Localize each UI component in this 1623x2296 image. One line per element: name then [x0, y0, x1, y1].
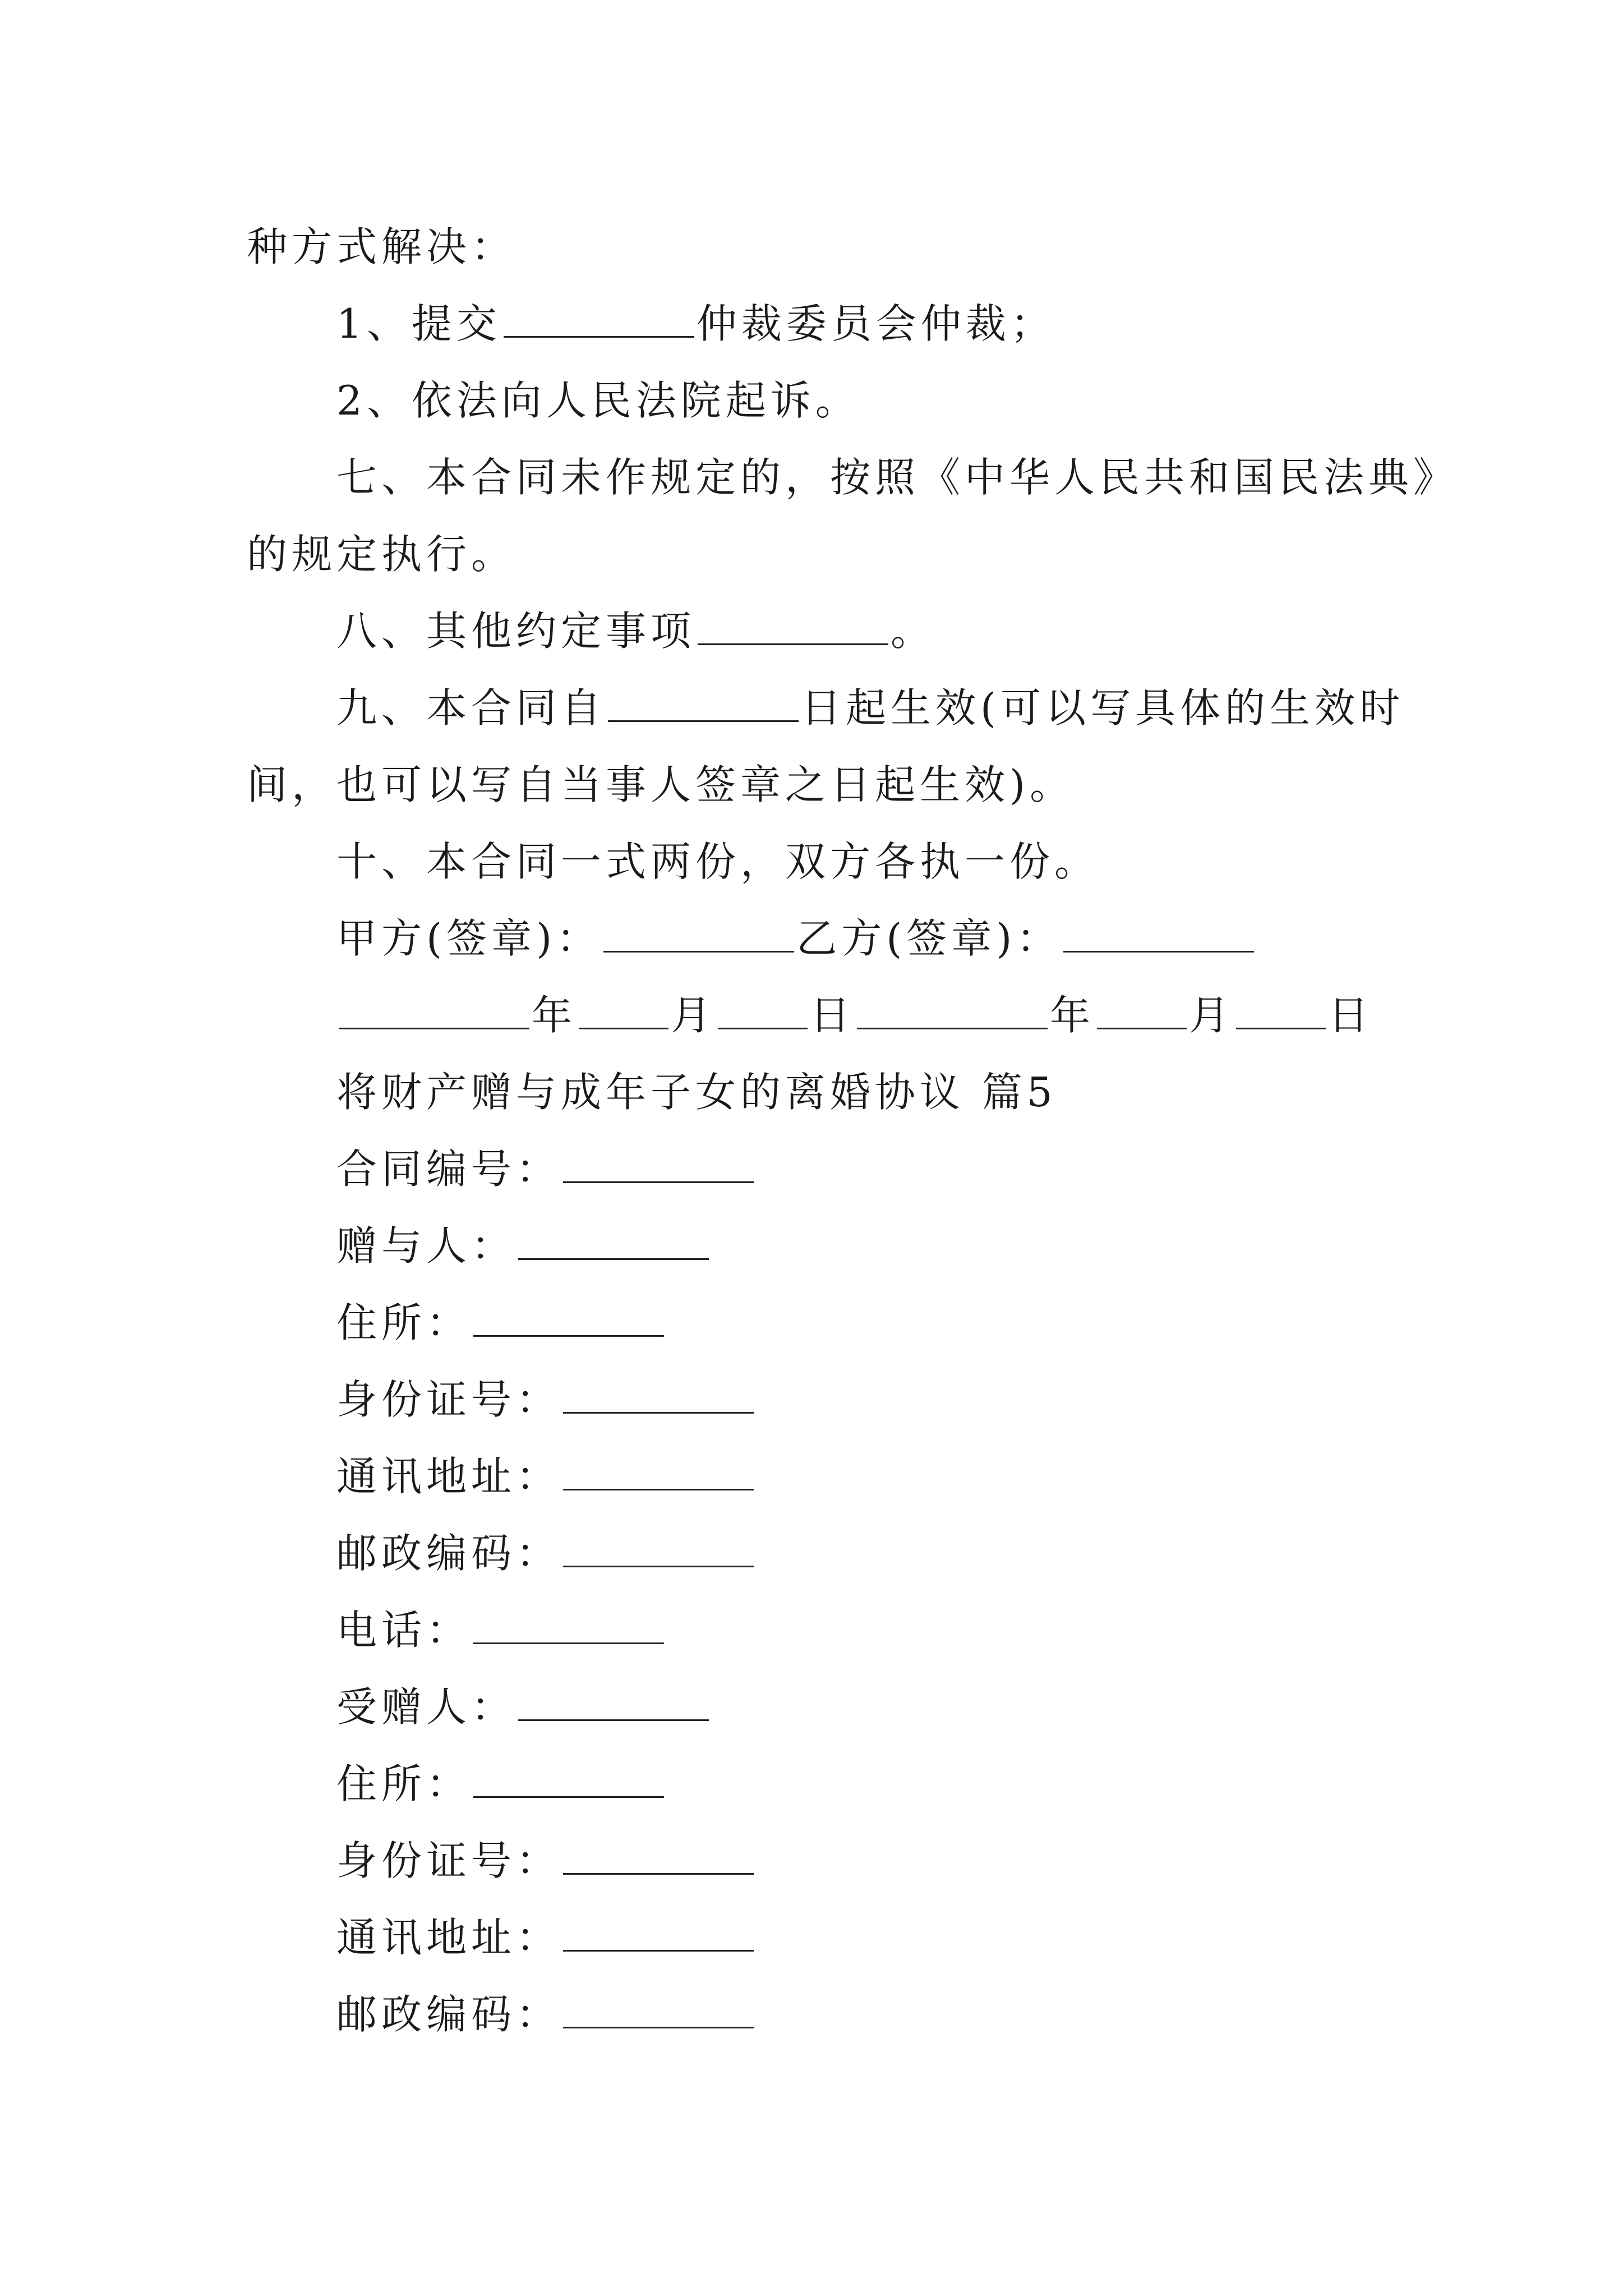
field-line: [336, 1823, 1492, 1899]
line-text: 的规定执行。: [247, 531, 517, 578]
field-blank[interactable]: [563, 1378, 754, 1414]
field-line: [336, 1899, 1492, 1976]
line-text: 种方式解决：: [247, 223, 517, 270]
month-label: 月: [671, 992, 716, 1039]
field-label: 身份证号：: [336, 1376, 561, 1423]
line-text: 2、依法向人民法院起诉。: [336, 377, 860, 424]
field-line: [336, 1208, 1492, 1285]
field-line: [336, 1592, 1492, 1669]
field-line: [336, 1285, 1492, 1361]
signature-line: [336, 900, 1492, 977]
party-b-signature-blank[interactable]: [1063, 917, 1254, 953]
field-label: 邮政编码：: [336, 1530, 561, 1577]
field-line: [336, 1976, 1492, 2053]
text-line: [336, 670, 1492, 747]
line-text: 1、提交: [336, 300, 501, 347]
field-line: [336, 1438, 1492, 1515]
year-blank[interactable]: [857, 994, 1048, 1029]
month-blank[interactable]: [579, 994, 668, 1029]
field-label: 住所：: [336, 1760, 472, 1807]
field-label: 邮政编码：: [336, 1991, 561, 2038]
party-a-signature-blank[interactable]: [603, 917, 794, 953]
party-a-label: 甲方(签章)：: [336, 915, 602, 962]
text-line: [247, 209, 1402, 286]
field-line: [336, 1746, 1492, 1823]
line-text: 七、本合同未作规定的，按照《中华人民共和国民法典》: [336, 454, 1459, 501]
fill-in-blank[interactable]: [698, 610, 888, 645]
month-blank[interactable]: [1097, 994, 1187, 1029]
day-blank[interactable]: [718, 994, 808, 1029]
text-line: [336, 439, 1492, 516]
field-blank[interactable]: [563, 1532, 754, 1567]
field-blank[interactable]: [563, 1148, 754, 1183]
field-blank[interactable]: [563, 1916, 754, 1952]
field-line: [336, 1669, 1492, 1746]
day-blank[interactable]: [1236, 994, 1326, 1029]
field-line: [336, 1361, 1492, 1438]
field-label: 住所：: [336, 1299, 472, 1346]
fill-in-blank[interactable]: [504, 302, 694, 338]
field-blank[interactable]: [473, 1301, 664, 1337]
month-label: 月: [1189, 992, 1234, 1039]
field-blank[interactable]: [563, 1993, 754, 2028]
line-text: 九、本合同自: [336, 684, 606, 731]
line-text: 十、本合同一式两份，双方各执一份。: [336, 838, 1100, 885]
text-line: [336, 593, 1492, 670]
party-b-label: 乙方(签章)：: [796, 915, 1062, 962]
fill-in-blank[interactable]: [608, 687, 799, 722]
year-label: 年: [532, 992, 577, 1039]
field-label: 电话：: [336, 1607, 472, 1654]
field-label: 合同编号：: [336, 1145, 561, 1193]
day-label: 日: [1328, 992, 1373, 1039]
field-label: 受赠人：: [336, 1683, 517, 1731]
line-text: 仲裁委员会仲裁；: [696, 300, 1055, 347]
line-text: 日起生效(可以写具体的生效时: [801, 684, 1405, 731]
date-line: [336, 977, 1492, 1054]
field-blank[interactable]: [518, 1225, 709, 1260]
field-blank[interactable]: [473, 1763, 664, 1798]
field-label: 通讯地址：: [336, 1453, 561, 1500]
text-line: [247, 747, 1402, 823]
field-label: 赠与人：: [336, 1222, 517, 1269]
text-line: [336, 286, 1492, 362]
section-title-text: 将财产赠与成年子女的离婚协议 篇5: [336, 1069, 1057, 1116]
year-blank[interactable]: [339, 994, 529, 1029]
text-line: [247, 516, 1402, 593]
section-title: [336, 1054, 1492, 1131]
field-blank[interactable]: [563, 1839, 754, 1875]
field-line: [336, 1131, 1492, 1208]
line-text: 八、其他约定事项: [336, 608, 696, 655]
year-label: 年: [1050, 992, 1095, 1039]
line-text: 间，也可以写自当事人签章之日起生效)。: [247, 761, 1075, 808]
field-blank[interactable]: [563, 1455, 754, 1490]
field-blank[interactable]: [473, 1609, 664, 1644]
field-label: 通讯地址：: [336, 1914, 561, 1961]
day-label: 日: [810, 992, 855, 1039]
line-text: 。: [891, 608, 936, 655]
text-line: [336, 823, 1492, 900]
field-line: [336, 1515, 1492, 1592]
text-line: [336, 362, 1492, 439]
field-label: 身份证号：: [336, 1837, 561, 1884]
field-blank[interactable]: [518, 1686, 709, 1721]
